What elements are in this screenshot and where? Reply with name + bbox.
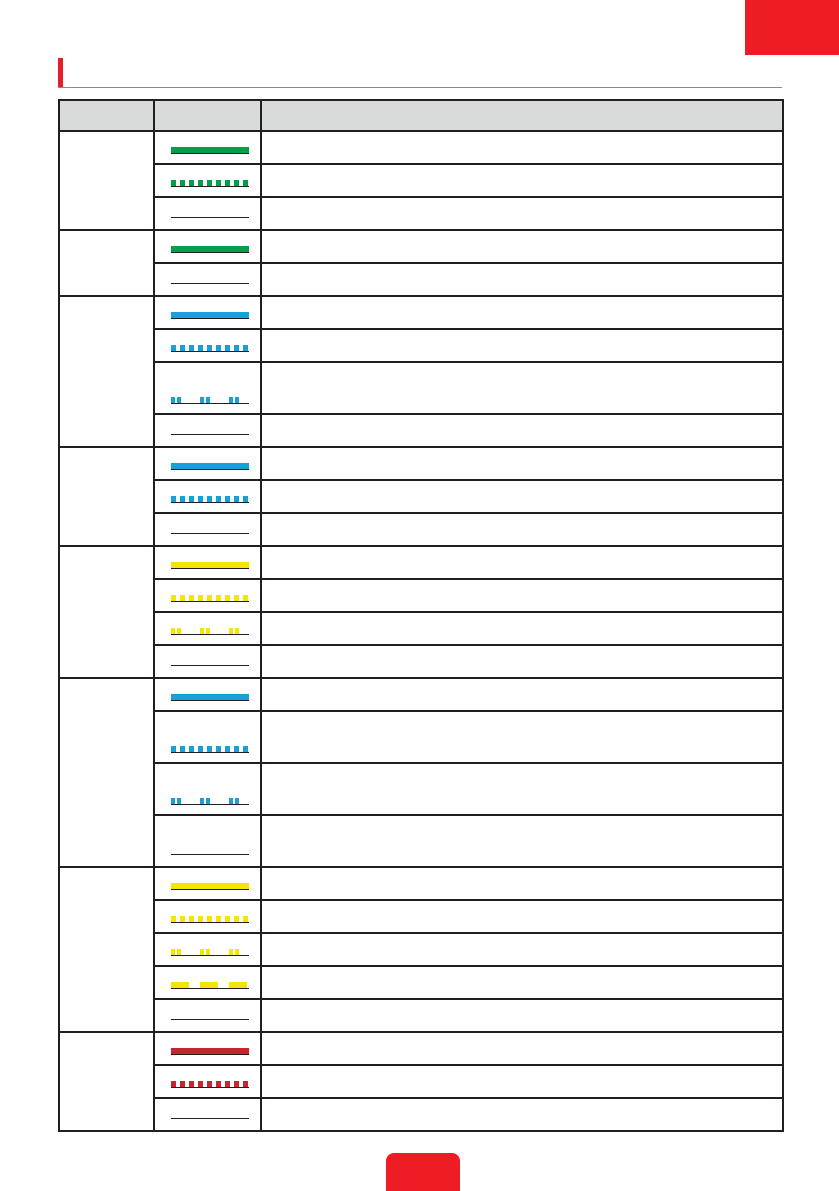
- status-description: [261, 263, 783, 296]
- status-description: [261, 763, 783, 815]
- led-status-cell: [154, 1098, 261, 1131]
- status-description: [261, 447, 783, 480]
- table-row: [59, 230, 783, 263]
- led-status-cell: [154, 933, 261, 966]
- header-indicator: [59, 100, 154, 131]
- indicator-name: [59, 546, 154, 678]
- indicator-name: [59, 447, 154, 546]
- led-steady-on-icon: [171, 246, 249, 253]
- led-status-cell: [154, 711, 261, 763]
- table-row: [59, 999, 783, 1032]
- led-status-cell: [154, 900, 261, 933]
- led-status-cell: [154, 645, 261, 678]
- led-status-cell: [154, 513, 261, 546]
- led-fast-blink-icon: [171, 345, 249, 352]
- table-row: [59, 815, 783, 867]
- status-description: [261, 164, 783, 197]
- led-double-blink-icon: [171, 798, 249, 805]
- table-row: [59, 711, 783, 763]
- indicator-name: [59, 230, 154, 296]
- status-description: [261, 362, 783, 414]
- table-row: [59, 867, 783, 900]
- led-off-icon: [171, 434, 249, 435]
- table-body: [59, 131, 783, 1131]
- table-row: [59, 612, 783, 645]
- led-off-icon: [171, 283, 249, 284]
- page-number-tab: [386, 1153, 460, 1191]
- led-fast-blink-icon: [171, 916, 249, 923]
- section-marker: [58, 58, 63, 88]
- table-row: [59, 414, 783, 447]
- table-row: [59, 1032, 783, 1065]
- led-status-cell: [154, 263, 261, 296]
- led-fast-blink-icon: [171, 496, 249, 503]
- table-row: [59, 763, 783, 815]
- table-row: [59, 447, 783, 480]
- status-description: [261, 513, 783, 546]
- led-status-cell: [154, 815, 261, 867]
- status-description: [261, 1032, 783, 1065]
- table-row: [59, 329, 783, 362]
- table-row: [59, 263, 783, 296]
- led-steady-on-icon: [171, 312, 249, 319]
- led-fast-blink-icon: [171, 746, 249, 753]
- indicator-name: [59, 1032, 154, 1131]
- led-steady-on-icon: [171, 1048, 249, 1055]
- led-status-cell: [154, 579, 261, 612]
- indicator-table: [58, 99, 784, 1132]
- table-row: [59, 131, 783, 164]
- led-status-cell: [154, 362, 261, 414]
- status-description: [261, 230, 783, 263]
- led-status-cell: [154, 480, 261, 513]
- header-status: [154, 100, 261, 131]
- table-row: [59, 164, 783, 197]
- status-description: [261, 1065, 783, 1098]
- led-steady-on-icon: [171, 883, 249, 890]
- led-fast-blink-icon: [171, 595, 249, 602]
- table-row: [59, 197, 783, 230]
- status-description: [261, 815, 783, 867]
- led-steady-on-icon: [171, 147, 249, 154]
- led-status-cell: [154, 131, 261, 164]
- table-row: [59, 579, 783, 612]
- status-description: [261, 414, 783, 447]
- status-description: [261, 678, 783, 711]
- table-row: [59, 678, 783, 711]
- led-status-cell: [154, 999, 261, 1032]
- status-description: [261, 197, 783, 230]
- led-status-cell: [154, 296, 261, 329]
- table-row: [59, 900, 783, 933]
- section-rule: [58, 87, 782, 88]
- led-double-blink-icon: [171, 628, 249, 635]
- table-row: [59, 1098, 783, 1131]
- led-off-icon: [171, 1118, 249, 1119]
- status-description: [261, 296, 783, 329]
- status-description: [261, 966, 783, 999]
- led-status-cell: [154, 164, 261, 197]
- led-double-blink-icon: [171, 397, 249, 404]
- led-steady-on-icon: [171, 694, 249, 701]
- status-description: [261, 867, 783, 900]
- led-status-cell: [154, 230, 261, 263]
- led-status-cell: [154, 763, 261, 815]
- led-status-cell: [154, 414, 261, 447]
- led-steady-on-icon: [171, 562, 249, 569]
- status-description: [261, 612, 783, 645]
- table-row: [59, 362, 783, 414]
- led-status-cell: [154, 678, 261, 711]
- led-status-cell: [154, 546, 261, 579]
- status-description: [261, 131, 783, 164]
- indicator-name: [59, 296, 154, 447]
- table-row: [59, 966, 783, 999]
- status-description: [261, 480, 783, 513]
- status-description: [261, 933, 783, 966]
- status-description: [261, 900, 783, 933]
- led-status-cell: [154, 867, 261, 900]
- led-status-cell: [154, 197, 261, 230]
- led-off-icon: [171, 854, 249, 855]
- indicator-name: [59, 867, 154, 1032]
- table-row: [59, 1065, 783, 1098]
- led-status-cell: [154, 1065, 261, 1098]
- status-description: [261, 645, 783, 678]
- led-off-icon: [171, 665, 249, 666]
- led-triple-blink-icon: [171, 982, 249, 989]
- status-description: [261, 329, 783, 362]
- status-description: [261, 1098, 783, 1131]
- status-description: [261, 579, 783, 612]
- led-off-icon: [171, 1019, 249, 1020]
- led-status-cell: [154, 612, 261, 645]
- led-status-cell: [154, 329, 261, 362]
- led-steady-on-icon: [171, 463, 249, 470]
- chapter-tab: [745, 0, 839, 55]
- header-description: [261, 100, 783, 131]
- indicator-name: [59, 131, 154, 230]
- led-fast-blink-icon: [171, 180, 249, 187]
- status-description: [261, 711, 783, 763]
- table-row: [59, 645, 783, 678]
- table-row: [59, 296, 783, 329]
- status-description: [261, 999, 783, 1032]
- led-status-cell: [154, 966, 261, 999]
- table-row: [59, 933, 783, 966]
- led-off-icon: [171, 533, 249, 534]
- table-row: [59, 480, 783, 513]
- led-fast-blink-icon: [171, 1081, 249, 1088]
- indicator-name: [59, 678, 154, 867]
- led-status-cell: [154, 1032, 261, 1065]
- led-off-icon: [171, 217, 249, 218]
- led-status-cell: [154, 447, 261, 480]
- table-row: [59, 513, 783, 546]
- led-double-blink-icon: [171, 949, 249, 956]
- table-row: [59, 546, 783, 579]
- table-header-row: [59, 100, 783, 131]
- status-description: [261, 546, 783, 579]
